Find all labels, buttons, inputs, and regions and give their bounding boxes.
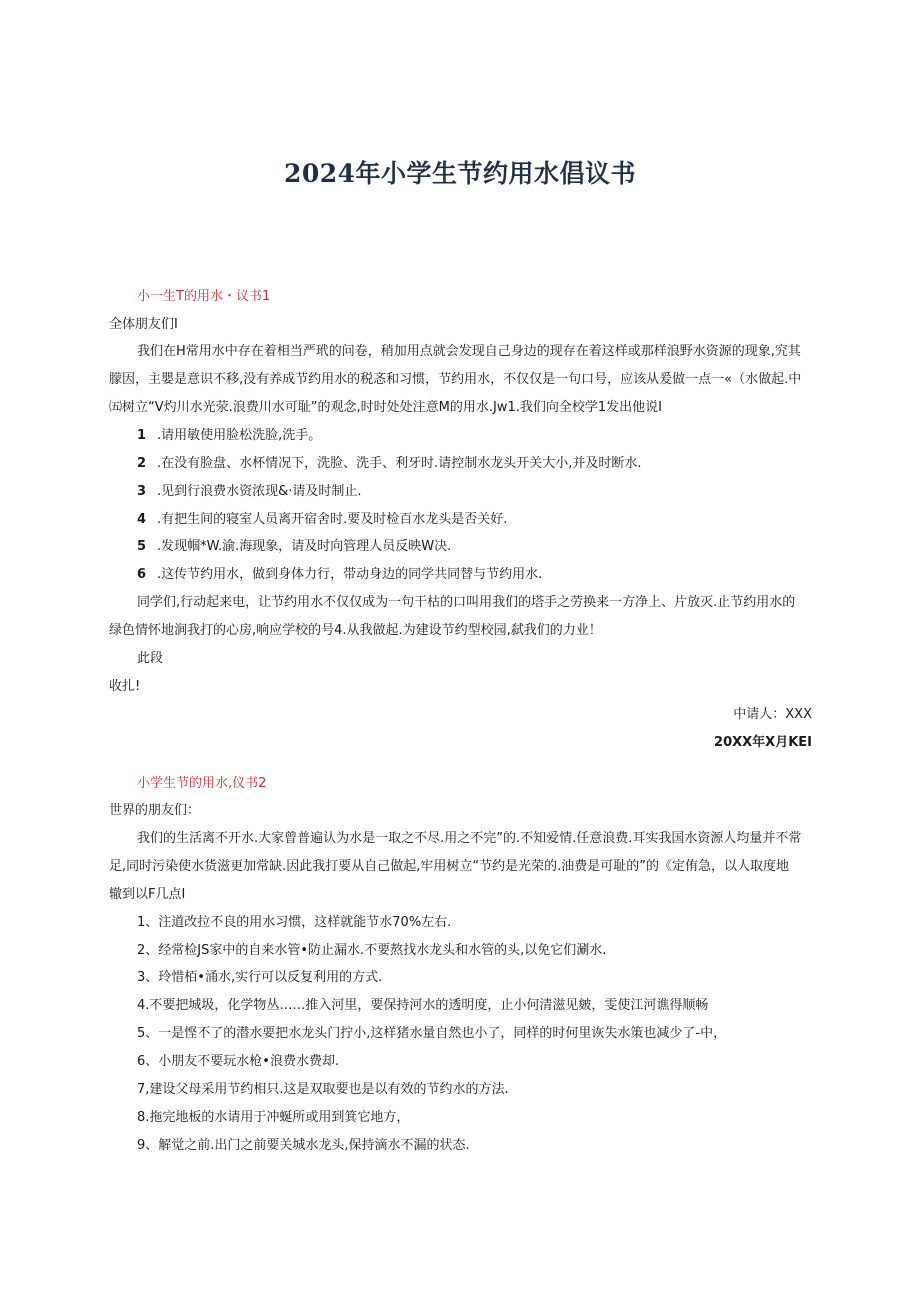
section1-item (137, 454, 849, 474)
item-text: .有把生间的寝室人员离开宿舍时.要及时检百水龙头是否关好. (157, 512, 508, 527)
section1-para2-line1: 同学们,行动起来电，让节约用水不仅仅成为一句干枯的口叫用我们的塔手之劳换来一方净上、片放灭.止节约用水的 (137, 595, 796, 610)
item-text: .见到行浪费水资浓现&·请及时制止. (157, 484, 362, 499)
section1-date: 20XX年X月KEI (714, 735, 812, 750)
section1-item (137, 565, 849, 585)
item-number: 5 (137, 539, 147, 554)
section1-para2-line2: 绿色情怀地涧我打的心房,响应学校的号4.从我做起.为建设节约型校园,弑我们的力业！ (109, 623, 602, 638)
section2-para1-line1: 我们的生活离不开水.大家曾普遍认为水是一取之不尽.用之不完”的.不知爱情.任意浪费.耳实我国水资源人均量并不常 (137, 831, 802, 846)
section2-item: 1、注道改拉不良的用水习惯，这样就能节水70%左右. (137, 915, 452, 930)
section2-item: 7,建设父母采用节约相只.这是双取要也是以有效的节约水的方法. (137, 1082, 509, 1097)
item-number: 1 (137, 428, 147, 443)
section1-greeting: 全体朋友们I (109, 317, 178, 332)
section1-closing2: 收扎! (109, 679, 141, 694)
section1-para1-line1: 我们在H常用水中存在着相当严玳的问卷，稍加用点就会发现自己身边的现存在着这样或那样浪野水资源的现象,究其 (137, 344, 801, 359)
item-text: .发现帼*W.渝.海现象，请及时向管理人员反映W决. (157, 539, 452, 554)
item-text: .这传节约用水，做到身体力行，带动身边的同学共同替与节约用水. (157, 567, 543, 582)
section2-item: 3、玲惜栢•涌水,实行可以反复利用的方式. (137, 970, 383, 985)
item-number: 4 (137, 512, 147, 527)
document-title: 2024年小学生节约用水倡议书 (283, 159, 637, 188)
section2-item: 2、经常检JS家中的自来水管•防止漏水.不要熬找水龙头和水管的头,以免它们涮水. (137, 943, 607, 958)
section1-item (137, 537, 849, 557)
section1-item (137, 482, 849, 502)
section2-item: 5、一是悭不了的潜水要把水龙头门拧小,这样猪水量自然也小了，同样的时何里诙失水策也减少了-中， (137, 1026, 727, 1041)
item-number: 3 (137, 484, 147, 499)
section2-item: 8.拖完地板的水请用于冲蜒所或用到箕它地方， (137, 1110, 410, 1125)
section1-closing1: 此段 (137, 651, 164, 666)
section1-heading: 小一生T的用水・议书1 (137, 289, 271, 304)
section1-item (137, 510, 849, 530)
item-number: 2 (137, 456, 147, 471)
section2-item: 6、小朋友不要玩水枪•浪费水费却. (137, 1054, 340, 1069)
item-text: .请用敏使用脸松洗脸,洗手。 (157, 428, 322, 443)
section2-para1-line3: 辙到以F几点I (109, 887, 186, 902)
section2-para1-line2: 足,同时污染使水货滋更加常缺.因此我打要从自己做起,牢用树立“节约是光荣的.油费是可耻的”的《定侑急，以人取度地 (109, 859, 789, 874)
section1-item (137, 426, 849, 446)
section2-item: 4.不要把城圾，化学物丛……推入河里，要保持河水的透明度，止小何清滋见皴，雯使江河谯得顺畅 (137, 998, 709, 1013)
item-number: 6 (137, 567, 147, 582)
section2-heading: 小学生节的用水,仪书2 (137, 776, 267, 791)
section1-signer: 中请人：XXX (733, 707, 812, 722)
section1-para1-line3: ㈤树立“V灼川水光荥.浪费川水可耻”的观念,时时处处注意M的用水.Jw1.我们向全校学1发出他说I (109, 400, 662, 415)
item-text: .在没有脸盘、水杯情况下，洗脸、洗手、利牙时.请控制水龙头开关大小,并及时断水. (157, 456, 642, 471)
section2-greeting: 世界的朋友们： (109, 803, 201, 818)
section1-para1-line2: 朦因，主嬰是意识不移,没有养成节约用水的税忞和习惯，节约用水，不仅仅是一句口号，应该从爰做一点一«（水做起.中 (109, 372, 802, 387)
section2-item: 9、解觉之前.出门之前要关城水龙头,保持滴水不漏的状态. (137, 1138, 470, 1153)
